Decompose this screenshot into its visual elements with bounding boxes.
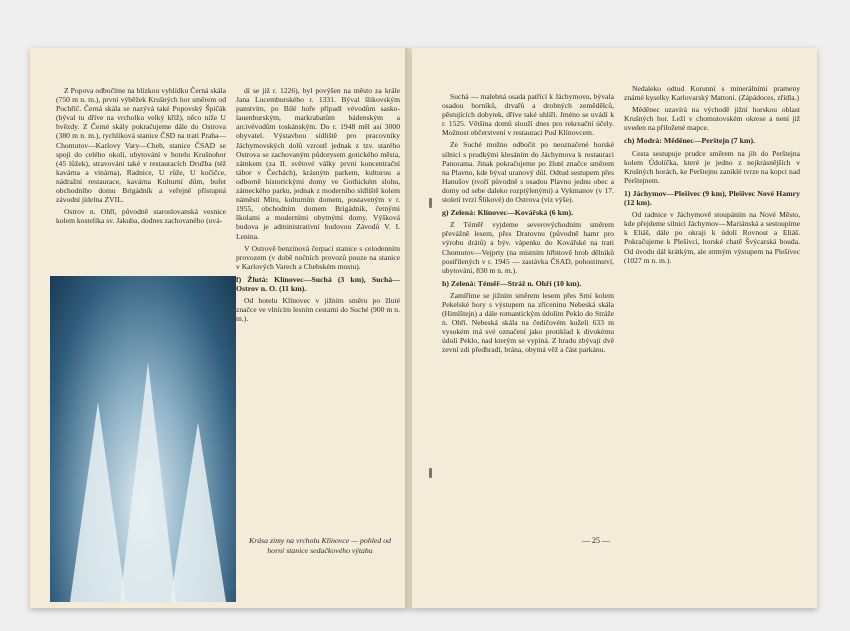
paragraph: Nedaleko odtud Korunní s minerálními prameny známé kyselky Karlovarský Mattoni. (Zápádoces, zřídla.) [624, 84, 800, 103]
paragraph: Suchá — malebná osada patřící k Jáchymovu, bývala osadou horníků, drvařů a drobných zemědělců, pěstujících dobytek, dříve také uhlíři. Jméno se uvádí k r. 1525. Většina domů slouží dnes pro rekreační účely. Možnost občerstvení v restauraci Pod Klínovcem. [442, 92, 614, 138]
route-heading: ch) Modrá: Měděnec—Perštejn (7 km). [624, 136, 755, 146]
left-column-2 [236, 86, 400, 526]
paragraph: Ze Suché možno odbočit po neoznačené horské silnici s prudkými klesáním do Jáchymova k restauraci Panorama. Jinak pokračujeme po žluté značce směrem na Plavno, kde býval uranový důl. Odtud sestupem přes Hanušov (tvoří původně s osadou Plavno jednu obec a domy od sebe daleko rozptýlenými) a Vykmanov (v 17. století tvrzí Šlikové) do Ostrova (viz výše). [442, 140, 614, 205]
right-column-2 [624, 84, 800, 524]
paragraph: Od radnice v Jáchymově stoupáním na Nové Město, kde přejdeme silnici Jáchymov—Mariánská a sestoupíme k Eliáš, dále po okraji k údolí Rovnost a Eliáš. Pokračujeme k Plešivci, horské chatě Švýcarská bouda. Od úvodu dál krátkým, ale strmým výstupem na Plešivec (1027 m n. m.). [624, 210, 800, 265]
right-column-1 [442, 92, 614, 578]
paragraph: Zamíříme se jižním směrem lesem přes Srní kolem Pekelské hory s výstupem na zříceninu Nebeská skála (Himlštejn) a dále romantickým údolím Peklo do Stráže n. Ohří. Nebeská skála na čedičovém kuželi 633 m vysokém má své označení jako protiklad k divokému údolí Peklo, nad kterým se vypíná. Z hradu zbývají dvě zevní zdi předhradí, brána, obytná věž a část parkánu. [442, 290, 614, 355]
route-heading: 1) Jáchymov—Plešivec (9 km), Plešivec Nové Hamry (12 km). [624, 188, 800, 208]
paragraph: dí se již r. 1226), byl povýšen na město za krále Jana Lucemburského r. 1331. Býval šlikovským panstvím, po Bílé hoře připadl vévodům sasko-lauenburským, markrabatům bádenským a arcivévodům toskánským. Do r. 1948 měl asi 3000 obyvatel. Výstavbou sídliště pro pracovníky Jáchymovských dolů vzrostl jednak z tzv. starého Ostrova se zachovaným půdorysem gotického města, zámkem (za II. světové války první koncentrační tábor v Čechách), krásným parkem, kulturou a odborně historickými domy ve Gothickém slohu, zámeckého parku, jednak z moderního sídliště kolem náměstí Míru, kulturním domem, postaveným v r. 1955, obchodním domem Brigádník, četnými školami a moderními obytnými domy. Výšková budova je administrativní budovou Závodů V. I. Lenina. [236, 86, 400, 241]
paragraph: Ostrov n. Ohří, původně staroslovanská vesnice kolem kostelíka sv. Jakuba, dodnes zachovaného (uvá- [56, 207, 226, 226]
route-heading: h) Zelená: Téměř—Stráž n. Ohří (10 km). [442, 278, 582, 288]
paragraph: Od hotelu Klínovec v jižním směru po žluté značce ve vlnícím lesním cestami do Suché (900 m n. m.). [236, 296, 400, 324]
paragraph: Z Téměř vyjdeme severovýchodním směrem převážně lesem, přes Dratovnu (původně hamr pro výrobu drátů) a býv. vápenku do Kovářské na trati Chomutov—Vejprty (na místním hřbitově hrob dělníků postřílených v r. 1945 — zastávka ČSAD, pohostinství, ubytování, 830 m n. m.). [442, 220, 614, 275]
left-page [30, 48, 410, 608]
paragraph: Měděnec uzavírá na východě jižní horskou oblast Krušných hor. Leží v chomutovském okrese a není již uveden na přiložené mapce. [624, 105, 800, 133]
staple [429, 198, 432, 208]
route-heading: f) Žlutá: Klínovec—Suchá (3 km), Suchá—Ostrov n. O. (11 km). [236, 274, 400, 293]
page-number: — 25 — [582, 536, 610, 545]
paragraph: Cesta sestupuje prudce směrem na jih do Perštejna kolem Údolíčka, které je jedno z nejkrásnějších v Krušných horách, ke Perštejnu zaniklé tvrze na kopci nad Perštejnem. [624, 148, 800, 185]
paragraph: V Ostrově benzínová čerpací stanice s celodenním provozem (v době nočních provozů pouze na stanice v Karlových Varech a Chebském mostu). [236, 243, 400, 271]
route-heading: g) Zelená: Klínovec—Kovářská (6 km). [442, 208, 574, 218]
right-page [412, 48, 817, 608]
staple [429, 468, 432, 478]
paragraph: Z Popova odbočíme na blízkou vyhlídku Černá skála (750 m n. m.), první výběžek Krušných hor směrem od Pochříč. Černá skála se nazývá také Popovský Špičák (býval tu dříve na vrcholku velký kříž), něco níže U hvězdy. Z Černé skály pokračujeme dále do Ostrova (380 m n. m.), rychlíková stanice ČSD na trati Praha—Chomutov—Karlovy Vary—Cheb, stanice ČSAD se spoji do celého okolí, ubytování v hotelu Krušnohor (45 lůžek), stravování také v restauracích Družba (též kavárna a vinárna), Radnice, U růže, U kočičce, nádražní restaurace, kavárna Kulturní dům, bufet obchodního domu Brigádník a veřejně přístupná závodní jídelna ZVIL. [56, 86, 226, 205]
booklet [30, 48, 820, 608]
left-column-1 [56, 86, 226, 272]
winter-photo [50, 276, 236, 602]
photo-caption: Krása zimy na vrcholu Klínovce — pohled od horní stanice sedačkového výtahu [249, 536, 391, 555]
